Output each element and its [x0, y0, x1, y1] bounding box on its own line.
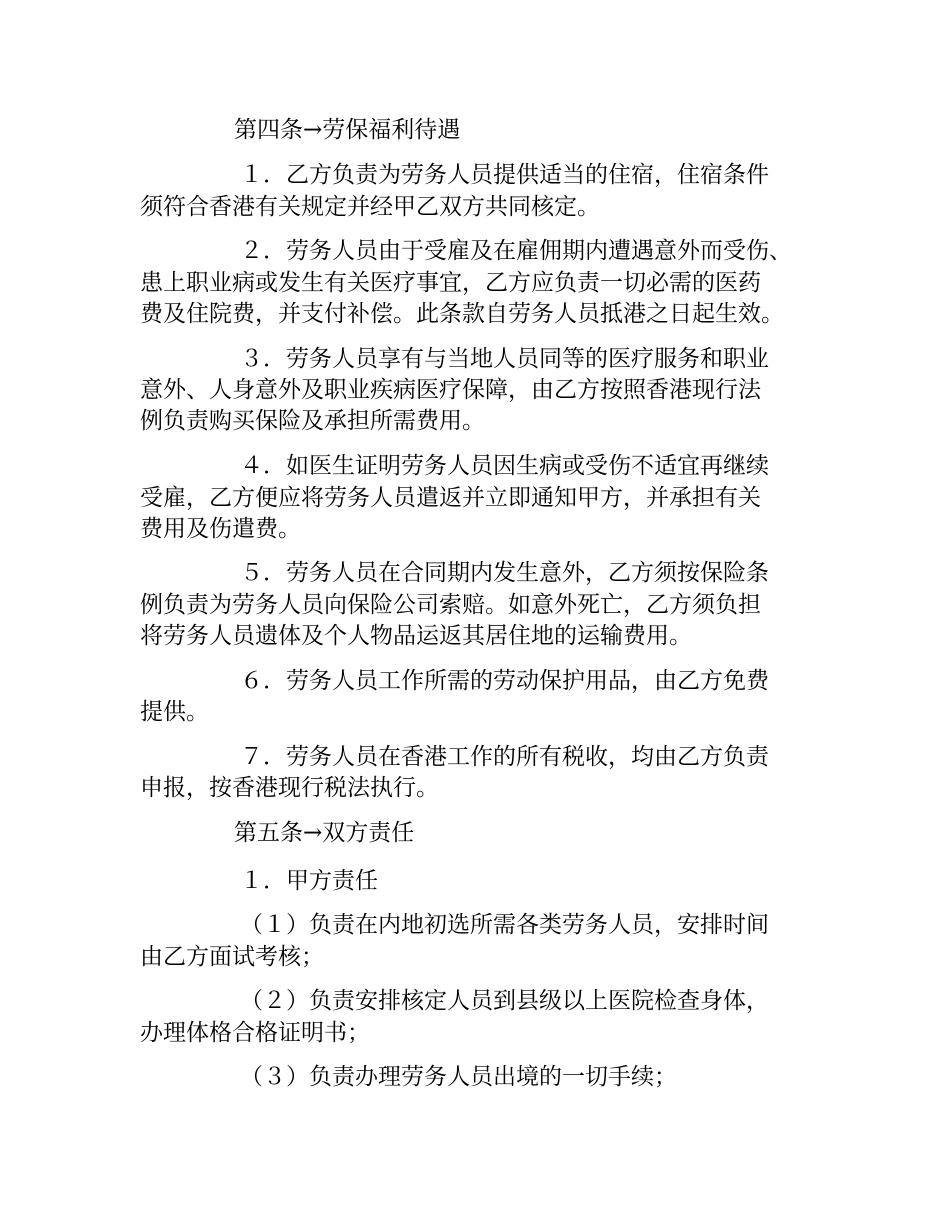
article-4-heading: 第四条→劳保福利待遇	[234, 117, 461, 143]
article-5-subheading: １．甲方责任	[240, 868, 378, 894]
paragraph-line: 办理体格合格证明书；	[140, 1020, 370, 1046]
paragraph-line: 须符合香港有关规定并经甲乙双方共同核定。	[140, 194, 600, 220]
paragraph-line: 费及住院费，并支付补偿。此条款自劳务人员抵港之日起生效。	[140, 301, 784, 327]
paragraph-line: 由乙方面试考核；	[140, 944, 324, 970]
paragraph-line: （３）负责办理劳务人员出境的一切手续；	[240, 1064, 677, 1090]
paragraph-line: 申报，按香港现行税法执行。	[140, 775, 439, 801]
paragraph-line: 提供。	[140, 699, 209, 725]
paragraph-line: ５．劳务人员在合同期内发生意外，乙方须按保险条	[240, 560, 769, 586]
paragraph-line: ３．劳务人员享有与当地人员同等的医疗服务和职业	[240, 346, 769, 372]
paragraph-line: （１）负责在内地初选所需各类劳务人员，安排时间	[240, 912, 769, 938]
paragraph-line: 例负责为劳务人员向保险公司索赔。如意外死亡，乙方须负担	[140, 592, 761, 618]
paragraph-line: （２）负责安排核定人员到县级以上医院检查身体，	[240, 988, 769, 1014]
paragraph-line: ２．劳务人员由于受雇及在雇佣期内遭遇意外而受伤、	[240, 238, 792, 264]
paragraph-line: １．乙方负责为劳务人员提供适当的住宿，住宿条件	[240, 162, 769, 188]
paragraph-line: 受雇，乙方便应将劳务人员遣返并立即通知甲方，并承担有关	[140, 485, 761, 511]
paragraph-line: ４．如医生证明劳务人员因生病或受伤不适宜再继续	[240, 453, 769, 479]
paragraph-line: ６．劳务人员工作所需的劳动保护用品，由乙方免费	[240, 668, 769, 694]
paragraph-line: ７．劳务人员在香港工作的所有税收，均由乙方负责	[240, 744, 769, 770]
paragraph-line: 患上职业病或发生有关医疗事宜，乙方应负责一切必需的医药	[140, 270, 761, 296]
paragraph-line: 例负责购买保险及承担所需费用。	[140, 408, 485, 434]
paragraph-line: 意外、人身意外及职业疾病医疗保障，由乙方按照香港现行法	[140, 377, 761, 403]
paragraph-line: 费用及伤遣费。	[140, 516, 301, 542]
article-5-heading: 第五条→双方责任	[234, 820, 415, 846]
paragraph-line: 将劳务人员遗体及个人物品运返其居住地的运输费用。	[140, 623, 692, 649]
